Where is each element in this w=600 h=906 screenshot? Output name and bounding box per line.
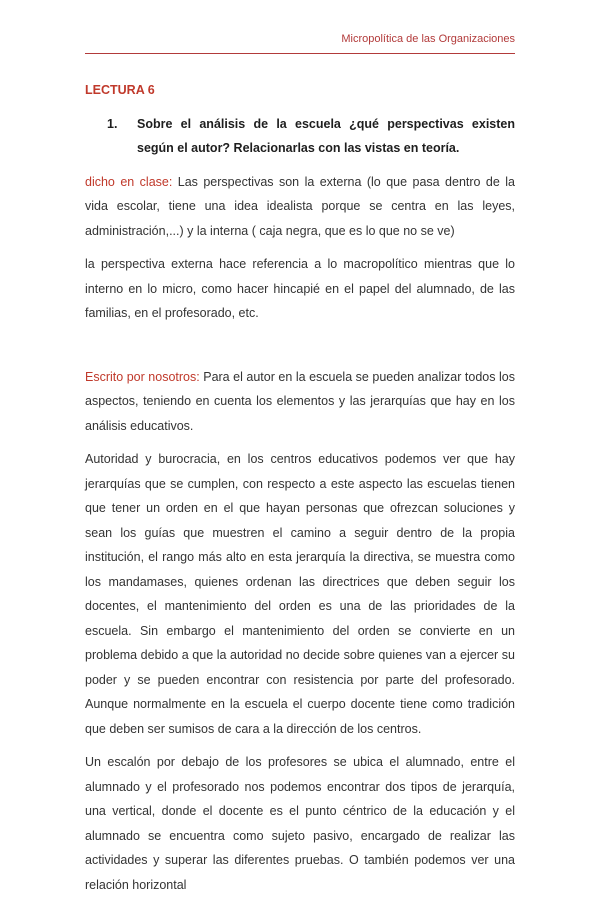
question-item (85, 112, 515, 161)
paragraph-class-notes (85, 170, 515, 244)
written-by-us-text: Para el autor en la escuela se pueden analizar todos los aspectos, teniendo en cuenta los elementos y las jerarquías que hay en los análisis educativos. (85, 369, 515, 433)
written-by-us-label: Escrito por nosotros: (85, 369, 200, 384)
header-rule (85, 53, 515, 54)
question-number: 1. (107, 116, 118, 131)
class-notes-text: Las perspectivas son la externa (lo que pasa dentro de la vida escolar, tiene una idea idealista porque se centra en las leyes, administración,...) y la interna ( caja negra, que es lo que no se ve) (85, 174, 515, 238)
question-text: Sobre el análisis de la escuela ¿qué perspectivas existen según el autor? Relacionarlas con las vistas en teoría. (137, 116, 515, 155)
document-body (85, 78, 515, 906)
spacer (85, 335, 515, 365)
paragraph-authority: Autoridad y burocracia, en los centros educativos podemos ver que hay jerarquías que se cumplen, con respecto a este aspecto las escuelas tienen que tener un orden en el que hayan personas que ofrezcan soluciones y sean los guías que muestren el camino a seguir dentro de la propia institución, el rango más alto en esta jerarquía la directiva, se muestra como los mandamases, quienes ordenan las directrices que deben seguir los docentes, el mantenimiento del orden es una de las prioridades de la escuela. Sin embargo el mantenimiento del orden se convierte en un problema debido a que la autoridad no decide sobre quienes van a ejercer su poder y se pueden encontrar con resistencia por parte del profesorado. Aunque normalmente en la escuela el cuerpo docente tiene como tradición que deben ser sumisos de cara a la dirección de los centros. (85, 452, 515, 736)
section-title: LECTURA 6 (85, 83, 155, 97)
header-title: Micropolítica de las Organizaciones (341, 33, 515, 45)
paragraph-perspective: la perspectiva externa hace referencia a lo macropolítico mientras que lo interno en lo micro, como hacer hincapié en el papel del alumnado, de las familias, en el profesorado, etc. (85, 257, 515, 320)
class-notes-label: dicho en clase: (85, 174, 173, 189)
paragraph-written-by-us (85, 365, 515, 439)
paragraph-students: Un escalón por debajo de los profesores se ubica el alumnado, entre el alumnado y el profesorado nos podemos encontrar dos tipos de jerarquía, una vertical, donde el docente es el punto céntrico de la educación y el alumnado se encuentra como sujeto pasivo, encargado de realizar las actividades y superar las diferentes pruebas. O también podemos ver una relación horizontal (85, 755, 515, 892)
